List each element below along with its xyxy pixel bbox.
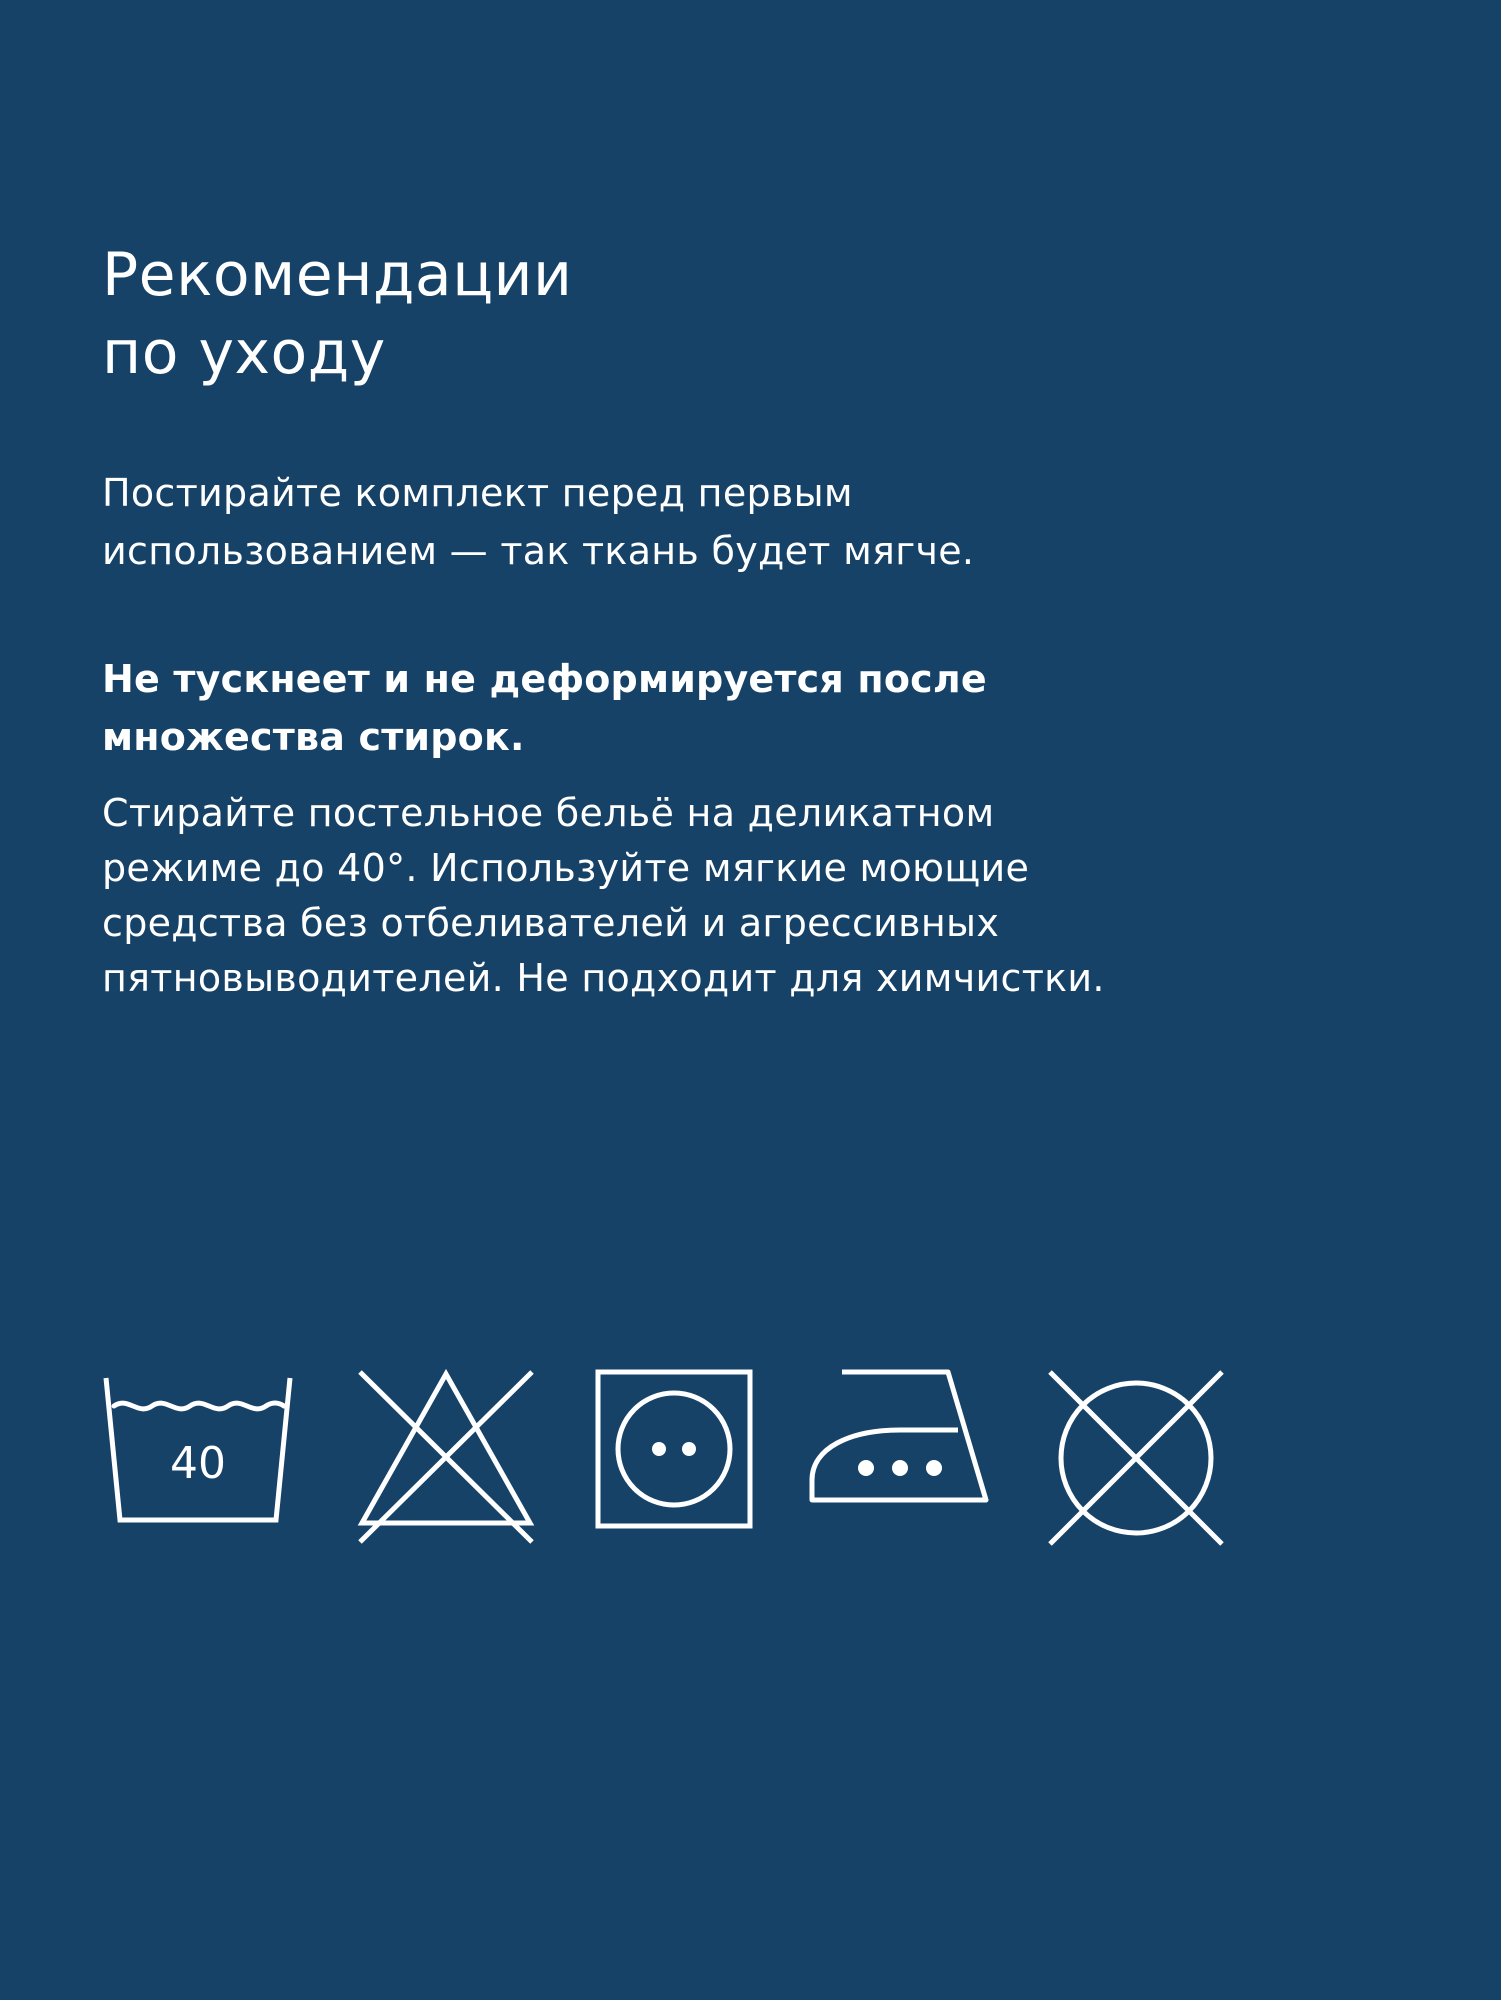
no-dry-clean-icon <box>1046 1368 1226 1558</box>
tumble-dry-icon <box>594 1368 754 1558</box>
lead-text <box>102 650 1402 766</box>
intro-line-2: использованием — так ткань будет мягче. <box>102 529 975 573</box>
body-line-1: Стирайте постельное бельё на деликатном <box>102 791 995 835</box>
wash-temp-label: 40 <box>170 1438 226 1489</box>
intro-line-1: Постирайте комплект перед первым <box>102 471 853 515</box>
title-line-2: по уходу <box>102 318 386 388</box>
body-line-3: средства без отбеливателей и агрессивных <box>102 901 1000 945</box>
lead-line-2: множества стирок. <box>102 715 525 759</box>
intro-text <box>102 464 1402 580</box>
iron-high-icon <box>808 1368 992 1558</box>
title-line-1: Рекомендации <box>102 240 573 310</box>
care-icons <box>100 1368 1250 1558</box>
content <box>102 236 1402 1006</box>
lead-line-1: Не тускнеет и не деформируется после <box>102 657 987 701</box>
body-line-4: пятновыводителей. Не подходит для химчистки. <box>102 956 1105 1000</box>
no-bleach-icon <box>356 1368 536 1558</box>
page-title <box>102 236 1402 392</box>
body-line-2: режиме до 40°. Используйте мягкие моющие <box>102 846 1030 890</box>
wash-40-icon <box>100 1368 296 1558</box>
body-text <box>102 786 1402 1006</box>
